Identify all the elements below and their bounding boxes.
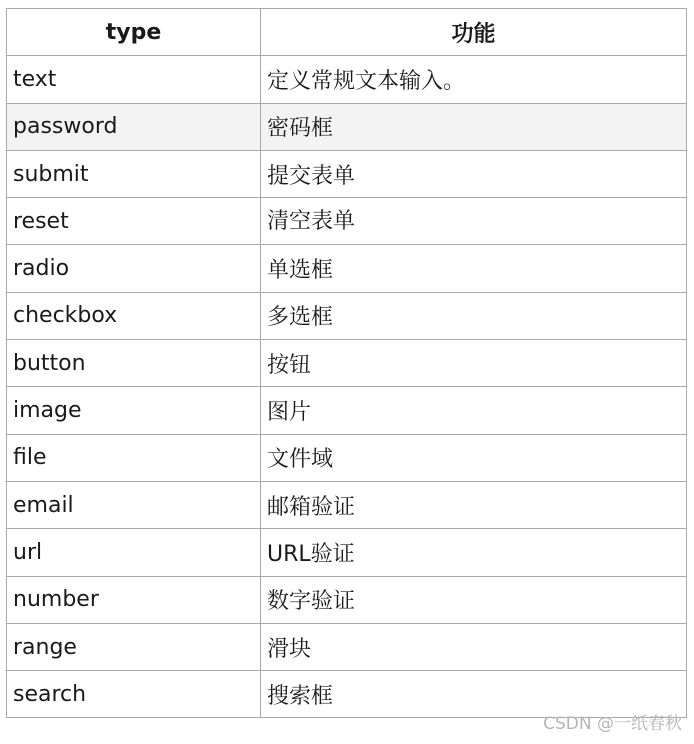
type-cell: button bbox=[7, 340, 261, 387]
type-cell: submit bbox=[7, 150, 261, 197]
type-cell: file bbox=[7, 434, 261, 481]
function-cell: 定义常规文本输入。 bbox=[261, 56, 687, 103]
function-cell: 滑块 bbox=[261, 623, 687, 670]
function-cell: URL验证 bbox=[261, 529, 687, 576]
table-row bbox=[7, 150, 687, 197]
table-row bbox=[7, 434, 687, 481]
table-row bbox=[7, 481, 687, 528]
type-cell: image bbox=[7, 387, 261, 434]
function-cell: 数字验证 bbox=[261, 576, 687, 623]
header-function: 功能 bbox=[261, 9, 687, 56]
table-row bbox=[7, 623, 687, 670]
function-cell: 密码框 bbox=[261, 103, 687, 150]
type-cell: search bbox=[7, 671, 261, 718]
type-cell: password bbox=[7, 103, 261, 150]
type-cell: email bbox=[7, 481, 261, 528]
table-row bbox=[7, 340, 687, 387]
table-row bbox=[7, 198, 687, 245]
type-cell: range bbox=[7, 623, 261, 670]
header-row bbox=[7, 9, 687, 56]
function-cell: 图片 bbox=[261, 387, 687, 434]
table-row bbox=[7, 103, 687, 150]
function-cell: 文件域 bbox=[261, 434, 687, 481]
table-row bbox=[7, 387, 687, 434]
function-cell: 清空表单 bbox=[261, 198, 687, 245]
table-row bbox=[7, 56, 687, 103]
table-row bbox=[7, 245, 687, 292]
function-cell: 单选框 bbox=[261, 245, 687, 292]
table-row bbox=[7, 576, 687, 623]
function-cell: 搜索框 bbox=[261, 671, 687, 718]
type-cell: radio bbox=[7, 245, 261, 292]
type-cell: text bbox=[7, 56, 261, 103]
input-types-table bbox=[6, 8, 687, 718]
type-cell: checkbox bbox=[7, 292, 261, 339]
table-row bbox=[7, 529, 687, 576]
function-cell: 提交表单 bbox=[261, 150, 687, 197]
function-cell: 按钮 bbox=[261, 340, 687, 387]
type-cell: url bbox=[7, 529, 261, 576]
type-cell: reset bbox=[7, 198, 261, 245]
header-type: type bbox=[7, 9, 261, 56]
function-cell: 邮箱验证 bbox=[261, 481, 687, 528]
function-cell: 多选框 bbox=[261, 292, 687, 339]
table-row bbox=[7, 292, 687, 339]
table-body bbox=[7, 56, 687, 718]
csdn-watermark: CSDN @一纸春秋 bbox=[543, 714, 682, 734]
type-cell: number bbox=[7, 576, 261, 623]
